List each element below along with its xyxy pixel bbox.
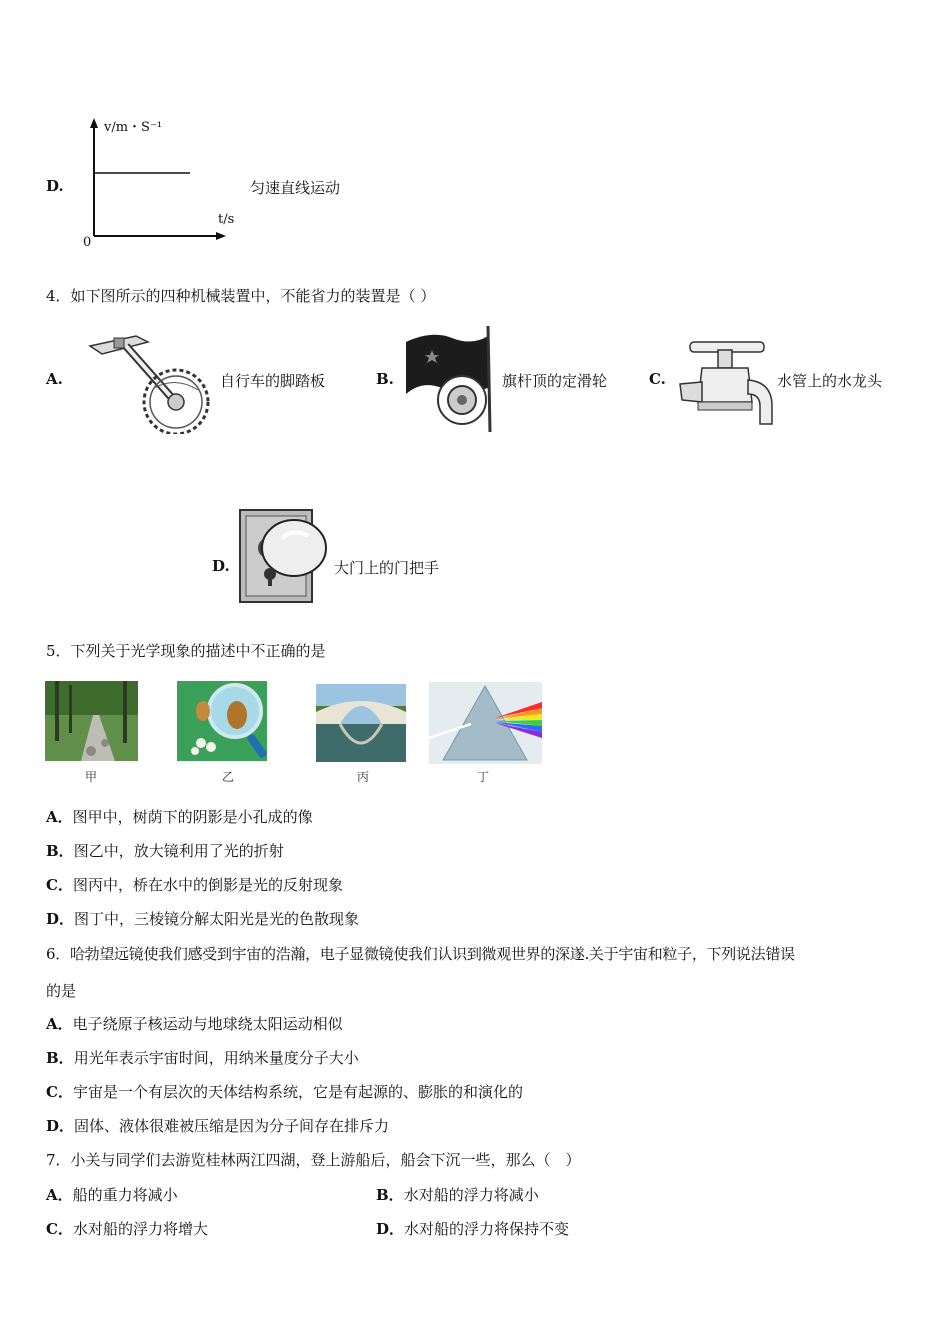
q6-option-d-text: 固体、液体很难被压缩是因为分子间存在排斥力	[74, 1117, 390, 1135]
q7-option-b-letter: B．	[376, 1186, 404, 1204]
bicycle-pedal-image	[86, 328, 220, 434]
flagpole-pulley-image	[402, 322, 502, 434]
q6-option-b-text: 用光年表示宇宙时间，用纳米量度分子大小	[73, 1049, 359, 1067]
q5-option-a-text: 图甲中，树荫下的阴影是小孔成的像	[72, 808, 313, 826]
caption-jia: 甲	[85, 770, 98, 784]
q7-stem: 7．小关与同学们去游览桂林两江四湖，登上游船后，船会下沉一些，那么（ ）	[46, 1151, 581, 1169]
q6-option-a-letter: A．	[46, 1015, 73, 1033]
q4-option-a-letter: A.	[46, 370, 63, 388]
q5-option-c	[46, 875, 343, 895]
q5-option-d-text: 图丁中，三棱镜分解太阳光是光的色散现象	[74, 910, 360, 928]
x-axis-arrow	[216, 232, 226, 240]
x-axis-label: t/s	[218, 212, 235, 227]
q4-stem: 4．如下图所示的四种机械装置中，不能省力的装置是（ ）	[46, 287, 436, 305]
tree-shade-photo	[45, 681, 138, 761]
q7-option-d-text: 水对船的浮力将保持不变	[404, 1220, 570, 1238]
origin-label: 0	[83, 235, 92, 250]
q6-option-d-letter: D．	[46, 1117, 75, 1135]
q7-option-b	[376, 1185, 539, 1205]
q5-option-c-text: 图丙中，桥在水中的倒影是光的反射现象	[72, 876, 343, 894]
q6-option-b-letter: B．	[46, 1049, 74, 1067]
q4-option-a-text: 自行车的脚踏板	[220, 372, 326, 390]
y-axis-arrow	[90, 118, 98, 128]
q7-option-d-letter: D．	[376, 1220, 405, 1238]
q7-option-a-text: 船的重力将减小	[72, 1186, 178, 1204]
y-axis-label: v/m・S⁻¹	[104, 120, 163, 135]
q7-option-d	[376, 1219, 569, 1239]
q7-option-a	[46, 1185, 178, 1205]
q7-option-a-letter: A．	[46, 1186, 73, 1204]
q4-option-b-text: 旗杆顶的定滑轮	[502, 372, 608, 390]
magnifier-bee-photo	[177, 681, 267, 761]
caption-ding: 丁	[477, 770, 490, 784]
q5-option-b-text: 图乙中，放大镜利用了光的折射	[73, 842, 284, 860]
q6-option-a-text: 电子绕原子核运动与地球绕太阳运动相似	[72, 1015, 343, 1033]
q6-option-d	[46, 1116, 389, 1136]
caption-bing: 丙	[357, 770, 370, 784]
q5-option-a-letter: A．	[46, 808, 73, 826]
q5-option-c-letter: C．	[46, 876, 73, 894]
water-faucet-image	[676, 336, 776, 430]
q3-option-d-letter: D.	[46, 177, 64, 195]
q6-stem-line1: 6．哈勃望远镜使我们感受到宇宙的浩瀚，电子显微镜使我们认识到微观世界的深遂.关于宇宙和粒子，下列说法错误	[46, 945, 795, 963]
q4-option-c-text: 水管上的水龙头	[777, 372, 883, 390]
q6-stem-line2: 的是	[46, 982, 77, 1000]
q5-option-d-letter: D．	[46, 910, 75, 928]
prism-photo	[429, 682, 542, 764]
q4-option-c-letter: C.	[649, 370, 666, 388]
door-knob-image	[238, 508, 334, 604]
q4-option-d-text: 大门上的门把手	[334, 559, 440, 577]
q6-option-c-letter: C．	[46, 1083, 73, 1101]
q6-option-b	[46, 1048, 359, 1068]
arch-bridge-photo	[316, 684, 406, 762]
q5-option-d	[46, 909, 359, 929]
q6-option-c-text: 宇宙是一个有层次的天体结构系统，它是有起源的、膨胀的和演化的	[72, 1083, 523, 1101]
q7-option-c	[46, 1219, 208, 1239]
q4-option-d-letter: D.	[212, 557, 230, 575]
q6-option-c	[46, 1082, 523, 1102]
q7-option-c-letter: C．	[46, 1220, 73, 1238]
q7-option-b-text: 水对船的浮力将减小	[403, 1186, 539, 1204]
caption-yi: 乙	[222, 770, 235, 784]
q5-option-b-letter: B．	[46, 842, 74, 860]
q6-option-a	[46, 1014, 343, 1034]
q5-option-b	[46, 841, 284, 861]
q5-stem: 5．下列关于光学现象的描述中不正确的是	[46, 642, 326, 660]
vt-graph	[80, 112, 250, 252]
q7-option-c-text: 水对船的浮力将增大	[72, 1220, 208, 1238]
q3-option-d-text: 匀速直线运动	[250, 179, 341, 197]
q4-option-b-letter: B.	[376, 370, 394, 388]
q5-option-a	[46, 807, 313, 827]
